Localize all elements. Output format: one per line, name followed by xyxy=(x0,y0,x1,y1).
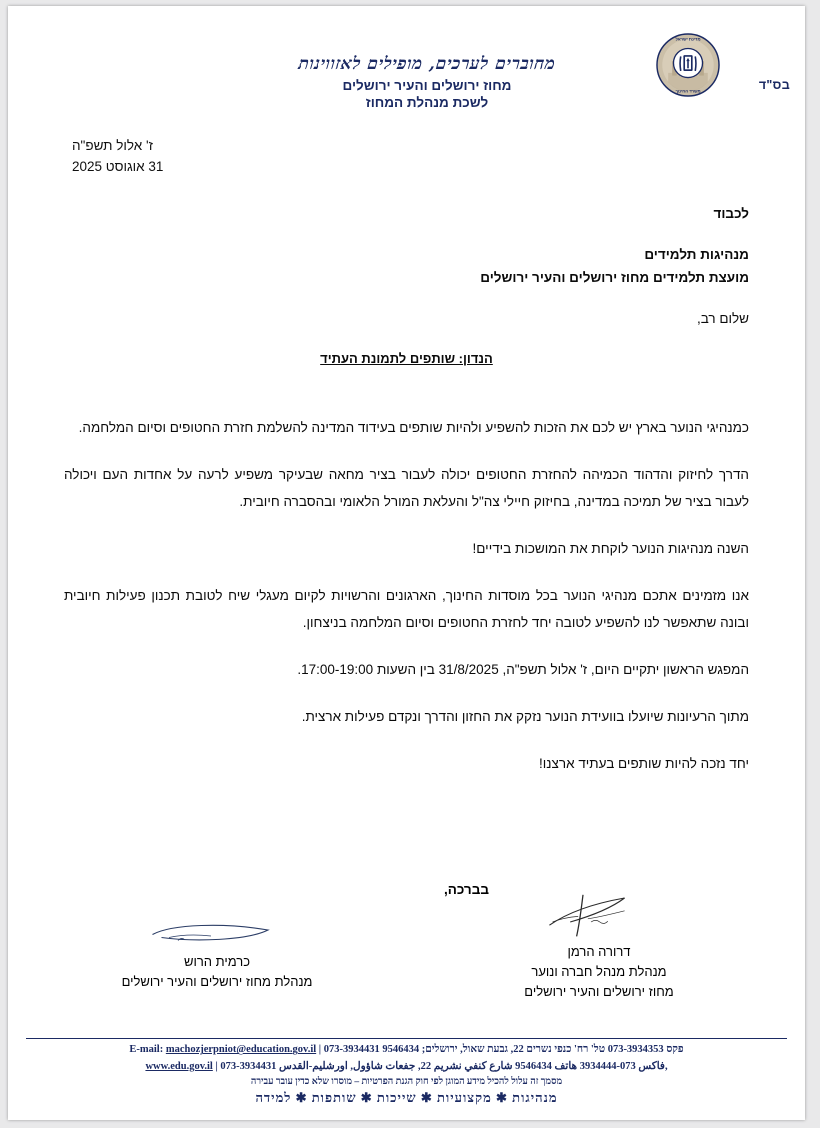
footer-email-link[interactable]: machozjerpniot@education.gov.il xyxy=(165,1044,317,1056)
signature-left-title-1: מנהלת מחוז ירושלים והעיר ירושלים xyxy=(121,974,313,990)
footer-separator-1: | xyxy=(318,1044,322,1056)
footer-privacy-notice: מסמך זה עלול להכיל מידע המוגן לפי חוק הגנת הפרטיות – מוסרו שלא כדין עובר עבירה xyxy=(250,1077,563,1087)
footer-contact-arabic xyxy=(26,1059,787,1075)
footer-address-arabic: شارع كنفي نشريم 22, جفعات شاؤول, اورشليم-القدس, xyxy=(279,1060,668,1072)
paragraph-7-closing: יחד נזכה להיות שותפים בעתיד ארצנו! xyxy=(539,756,749,771)
letterhead-office: לשכת מנהלת המחוז xyxy=(365,95,489,110)
footer-address-hebrew: רח' כנפי נשרים 22, גבעת שאול, ירושלים; 9546434 xyxy=(382,1044,589,1056)
footer-phone-hebrew: 073-3934431 פקס 073-3934353 טל' xyxy=(323,1044,684,1056)
footer-phone-arabic: 073-3934431 فاكس 073-3934444 هاتف 9546434 xyxy=(220,1060,665,1072)
letterhead-text xyxy=(217,54,637,110)
regards-label: בברכה, xyxy=(443,882,489,897)
paragraph-2: הדרך לחיזוק והדהוד הכמיהה להחזרת החטופים יכולה לעבור בציר מחאה שבעיקר משפיע לרעה על אחדות העם ויכולה לעבור בציר של תמיכה במדינה, בחיזוק חיילי צה"ל והעלאת המורל הלאומי ובהסברה חיובית. xyxy=(64,467,749,509)
svg-text:משרד החינוך: משרד החינוך xyxy=(675,88,701,94)
subject-text: הנדון: שותפים לתמונת העתיד xyxy=(320,351,493,366)
paragraph-1: כמנהיגי הנוער בארץ יש לכם את הזכות להשפיע ולהיות שותפים בעידוד המדינה להשלמת חזרת החטופים וסיום המלחמה. xyxy=(78,420,749,435)
footer-contact-hebrew xyxy=(26,1042,787,1058)
to-label: לכבוד xyxy=(713,206,749,221)
ministry-emblem-icon xyxy=(655,32,721,98)
date-gregorian: 31 אוגוסט 2025 xyxy=(72,158,164,174)
paragraph-5-meeting-time: המפגש הראשון יתקיים היום, ז' אלול תשפ"ה, 31/8/2025 בין השעות 17:00-19:00. xyxy=(297,662,749,677)
svg-text:מדינת ישראל: מדינת ישראל xyxy=(675,36,701,42)
letter-page xyxy=(8,6,805,1120)
recipient-line-2: מועצת תלמידים מחוז ירושלים והעיר ירושלים xyxy=(480,270,749,285)
letter-footer xyxy=(26,1038,787,1106)
footer-divider xyxy=(26,1038,787,1039)
paragraph-6: מתוך הרעיונות שיועלו בוועידת הנוער נזקק את החזון והדרך ונקדם פעילות ארצית. xyxy=(301,709,749,724)
date-block xyxy=(72,136,163,178)
paragraph-3: השנה מנהיגות הנוער לוקחת את המושכות בידיים! xyxy=(472,541,749,556)
letterhead-slogan: מחוברים לערכים, מופילים לאזווינות xyxy=(297,54,557,74)
signature-block-right xyxy=(449,890,749,1002)
footer-slogan: מנהיגות ✱ מקצועיות ✱ שייכות ✱ שותפות ✱ למידה xyxy=(255,1090,558,1105)
paragraph-4: אנו מזמינים אתכם מנהיגי הנוער בכל מוסדות החינוך, הארגונים והרשויות לקיום מעגלי שיח לטובת תכנון פעילות חיובית ובונה שתאפשר לנו להשפיע לטובה יחד לחזרת החטופים וסיום המלחמה בניצחון. xyxy=(64,588,749,630)
signature-right-name: דרורה הרמן xyxy=(567,944,631,959)
greeting: שלום רב, xyxy=(696,311,749,326)
footer-separator-2: | xyxy=(215,1060,218,1072)
carmit-harush-signature-image xyxy=(142,918,292,948)
drora-herman-signature-image xyxy=(535,890,663,938)
footer-website-link[interactable]: www.edu.gov.il xyxy=(145,1060,213,1072)
letter-body xyxy=(64,206,749,797)
signature-right-title-1: מנהלת מנהל חברה ונוער xyxy=(531,964,667,980)
recipient-line-1: מנהיגות תלמידים xyxy=(644,247,749,262)
subject-line xyxy=(64,350,749,368)
signature-right-title-2: מחוז ירושלים והעיר ירושלים xyxy=(524,984,674,1000)
footer-email-label: E-mail: xyxy=(129,1044,164,1056)
signature-block-left xyxy=(72,918,362,992)
signature-area xyxy=(64,874,749,1019)
date-hebrew: ז' אלול תשפ"ה xyxy=(72,138,153,153)
letterhead xyxy=(8,6,805,126)
letterhead-district: מחוז ירושלים והעיר ירושלים xyxy=(342,78,512,93)
signature-left-name: כרמית הרוש xyxy=(183,954,251,969)
bsd-marking: בס"ד xyxy=(758,78,790,92)
